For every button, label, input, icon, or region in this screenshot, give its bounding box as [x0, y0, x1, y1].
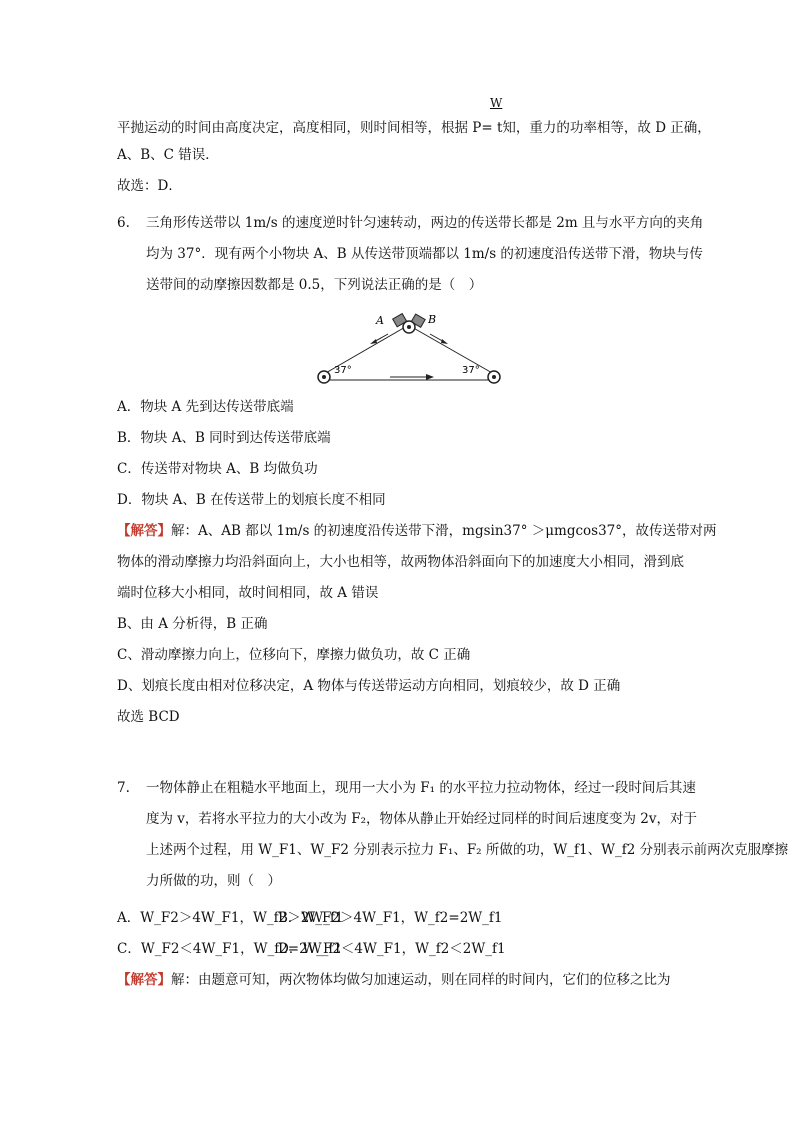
- answer-tag: 【解答】: [117, 523, 171, 539]
- option-a: A．物块 A 先到达传送带底端: [117, 399, 294, 415]
- question-stem: 上述两个过程，用 W_F1、W_F2 分别表示拉力 F₁、F₂ 所做的功，W_f1、W_f2 分别表示前两次克服摩擦: [146, 842, 789, 858]
- answer-line: 物体的滑动摩擦力均沿斜面向上，大小也相等，故两物体沿斜面向下的加速度大小相同，滑到底: [117, 554, 684, 570]
- question-stem: 度为 v，若将水平拉力的大小改为 F₂，物体从静止开始经过同样的时间后速度变为 2v，对于: [146, 811, 697, 827]
- question-stem: 送带间的动摩擦因数都是 0.5，下列说法正确的是（ ）: [146, 277, 483, 293]
- answer-line: [117, 521, 717, 541]
- answer-line: B、由 A 分析得，B 正确: [117, 616, 268, 632]
- answer-conclusion: 故选 BCD: [117, 709, 180, 725]
- option-c: C．传送带对物块 A、B 均做负功: [117, 461, 318, 477]
- solution-conclusion: 故选：D．: [117, 178, 182, 194]
- option-d: D．W_F2＜4W_F1，W_f2＜2W_f1: [278, 941, 506, 957]
- question-stem: 力所做的功，则（ ）: [146, 873, 281, 889]
- option-b: B．物块 A、B 同时到达传送带底端: [117, 430, 331, 446]
- answer-line: [117, 970, 671, 990]
- angle-right: 37°: [462, 365, 480, 376]
- fraction-numerator: W: [490, 96, 503, 110]
- question-number: 6.: [117, 215, 130, 231]
- answer-tag: 【解答】: [117, 972, 171, 988]
- conveyor-belt-figure: [310, 306, 510, 386]
- solution-line: 平抛运动的时间由高度决定，高度相同，则时间相等，根据 P= t知，重力的功率相等，故 D 正确，: [117, 120, 711, 136]
- option-c: C．W_F2＜4W_F1，W_f2=2W_f1: [117, 941, 342, 957]
- angle-left: 37°: [334, 365, 352, 376]
- answer-text: 解：由题意可知，两次物体均做匀加速运动，则在同样的时间内，它们的位移之比为: [171, 972, 671, 988]
- label-a: A: [376, 314, 384, 327]
- option-d: D．物块 A、B 在传送带上的划痕长度不相同: [117, 492, 386, 508]
- answer-line: 端时位移大小相同，故时间相同，故 A 错误: [117, 585, 379, 601]
- option-a: A．W_F2＞4W_F1，W_f2＞2W_f1: [117, 910, 344, 926]
- answer-line: D、划痕长度由相对位移决定，A 物体与传送带运动方向相同，划痕较少，故 D 正确: [117, 678, 621, 694]
- question-stem: 一物体静止在粗糙水平地面上，现用一大小为 F₁ 的水平拉力拉动物体，经过一段时间后其速: [146, 780, 696, 796]
- question-stem: 三角形传送带以 1m/s 的速度逆时针匀速转动，两边的传送带长都是 2m 且与水平方向的夹角: [146, 215, 704, 231]
- solution-line: A、B、C 错误．: [117, 147, 219, 163]
- answer-line: C、滑动摩擦力向上，位移向下，摩擦力做负功，故 C 正确: [117, 647, 471, 663]
- option-b: B．W_F2＞4W_F1，W_f2=2W_f1: [278, 910, 503, 926]
- right-belt: [410, 326, 494, 374]
- question-number: 7.: [117, 780, 130, 796]
- answer-text: 解：A、AB 都以 1m/s 的初速度沿传送带下滑，mgsin37° ＞μmgcos37°，故传送带对两: [171, 523, 717, 539]
- question-stem: 均为 37°．现有两个小物块 A、B 从传送带顶端都以 1m/s 的初速度沿传送带下滑，物块与传: [146, 246, 703, 262]
- label-b: B: [428, 313, 437, 326]
